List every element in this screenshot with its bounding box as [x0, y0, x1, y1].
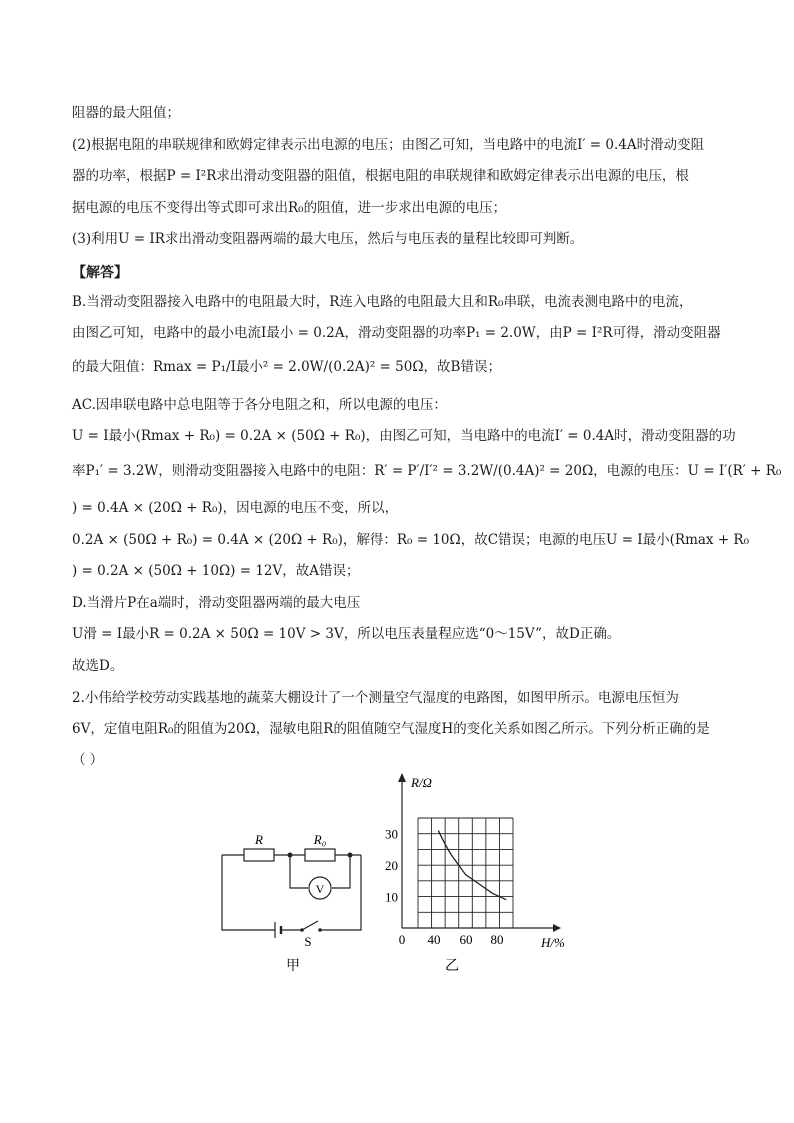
x-axis-arrow — [553, 924, 561, 932]
question-line: 2.小伟给学校劳动实践基地的蔬菜大棚设计了一个测量空气湿度的电路图，如图甲所示。电源电压恒为 — [72, 690, 679, 706]
solution-line: 据电源的电压不变得出等式即可求出R₀的阻值，进一步求出电源的电压； — [72, 200, 507, 216]
solution-line: 器的功率，根据P = I²R求出滑动变阻器的阻值，根据电阻的串联规律和欧姆定律表示出电源的电压，根 — [72, 168, 689, 184]
label-r0: R₀ — [313, 832, 327, 847]
answer-line: ) = 0.4A × (20Ω + R₀)，因电源的电压不变，所以， — [72, 500, 399, 516]
x-axis-label: H/% — [541, 935, 565, 950]
answer-line: 0.2A × (50Ω + R₀) = 0.4A × (20Ω + R₀)，解得：R₀ = 10Ω，故C错误；电源的电压U = I最小(Rmax + R₀ — [72, 532, 750, 548]
junction-dot — [288, 853, 293, 858]
caption-circuit: 甲 — [286, 959, 300, 974]
question-line: （ ） — [72, 752, 104, 768]
x-tick-label: 80 — [490, 932, 504, 947]
y-tick-label: 10 — [385, 889, 398, 905]
circuit-diagram — [222, 849, 361, 938]
x-tick-label: 0 — [398, 932, 406, 947]
x-tick-label: 60 — [459, 932, 473, 947]
x-tick-label: 40 — [427, 932, 441, 947]
answer-line: AC.因串联电路中总电阻等于各分电阻之和，所以电源的电压： — [72, 397, 447, 413]
switch-contact — [318, 928, 322, 932]
chart — [385, 773, 565, 950]
answer-line: D.当滑片P在a端时，滑动变阻器两端的最大电压 — [72, 595, 361, 611]
y-tick-label: 30 — [385, 826, 398, 842]
answer-line: U = I最小(Rmax + R₀) = 0.2A × (50Ω + R₀)，由图乙可知，当电路中的电流I′ = 0.4A时，滑动变阻器的功 — [72, 428, 736, 444]
answer-line: 的最大阻值：Rmax = P₁/I最小² = 2.0W/(0.2A)² = 50Ω，故B错误； — [72, 359, 501, 375]
y-axis-arrow — [398, 773, 406, 782]
answer-heading: 【解答】 — [72, 265, 128, 281]
answer-line: B.当滑动变阻器接入电路中的电阻最大时，R连入电路的电阻最大且和R₀串联，电流表测电路中的电流， — [72, 294, 693, 310]
solution-line: (2)根据电阻的串联规律和欧姆定律表示出电源的电压；由图乙可知，当电路中的电流I′ = 0.4A时滑动变阻 — [72, 137, 705, 153]
caption-chart: 乙 — [445, 959, 459, 974]
label-voltmeter: V — [315, 882, 325, 896]
label-switch: S — [304, 934, 312, 949]
answer-line: U滑 = I最小R = 0.2A × 50Ω = 10V > 3V，所以电压表量程应选“0～15V”，故D正确。 — [72, 626, 621, 642]
y-axis-label: R/Ω — [411, 775, 432, 790]
answer-line: 由图乙可知，电路中的最小电流I最小 = 0.2A，滑动变阻器的功率P₁ = 2.0W，由P = I²R可得，滑动变阻器 — [72, 325, 721, 341]
resistor-r — [244, 849, 274, 861]
label-r: R — [255, 832, 263, 847]
solution-line: 阻器的最大阻值； — [72, 105, 180, 121]
answer-line: 率P₁′ = 3.2W，则滑动变阻器接入电路中的电阻：R′ = P′/I′² = 3.2W/(0.4A)² = 20Ω，电源的电压：U = I′(R′ + R₀ — [72, 463, 782, 479]
y-tick-label: 20 — [385, 858, 398, 874]
answer-line: ) = 0.2A × (50Ω + 10Ω) = 12V，故A错误； — [72, 563, 360, 579]
switch-contact — [300, 928, 304, 932]
junction-dot — [348, 853, 353, 858]
answer-line: 故选D。 — [72, 658, 124, 674]
solution-line: (3)利用U = IR求出滑动变阻器两端的最大电压，然后与电压表的量程比较即可判断。 — [72, 231, 584, 247]
question-line: 6V，定值电阻R₀的阻值为20Ω，湿敏电阻R的阻值随空气湿度H的变化关系如图乙所示。下列分析正确的是 — [72, 721, 710, 737]
resistor-r0 — [305, 849, 335, 861]
